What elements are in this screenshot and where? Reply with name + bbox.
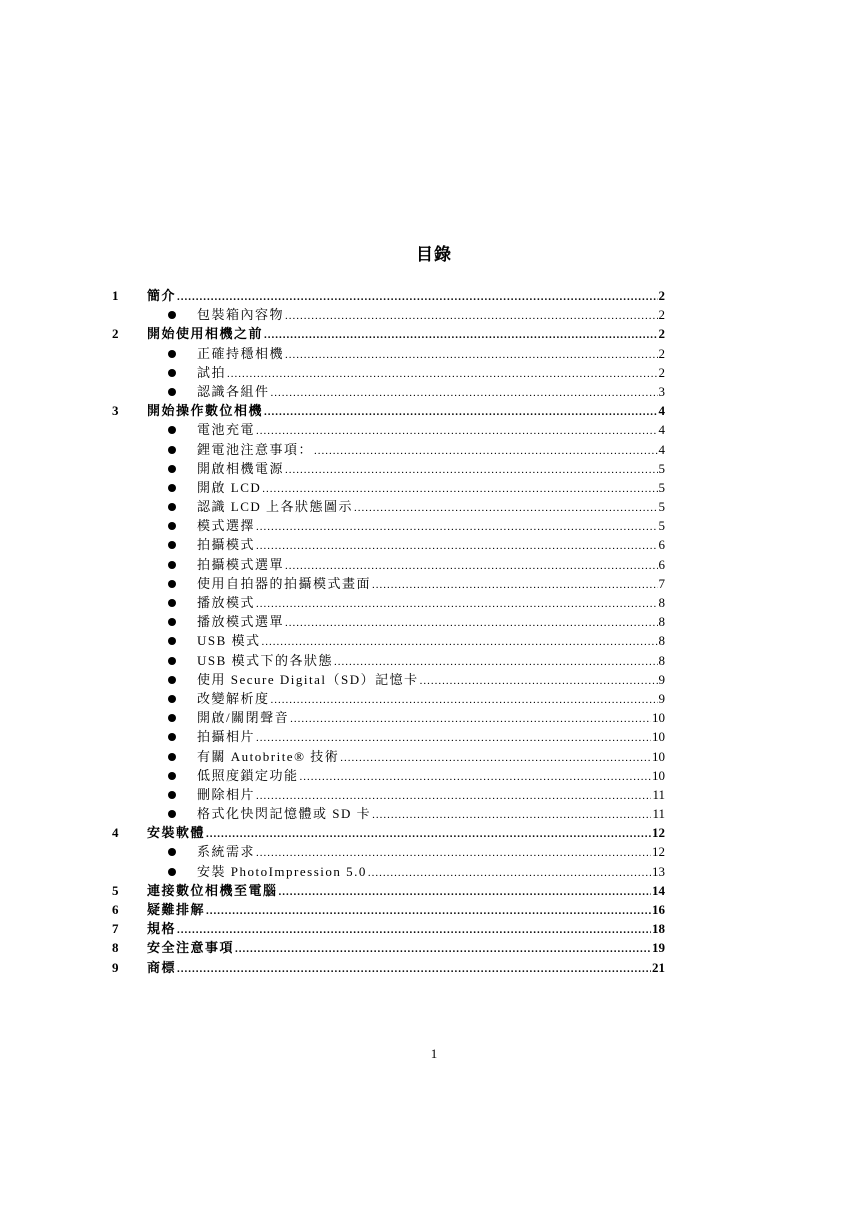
toc-entry-page: 11 <box>652 806 665 822</box>
bullet-icon <box>168 465 176 473</box>
toc-entry-page: 10 <box>652 748 665 764</box>
toc-entry <box>147 919 665 940</box>
toc-entry <box>197 593 665 614</box>
toc-section-row[interactable] <box>112 286 665 305</box>
toc-entry-page: 5 <box>658 479 665 495</box>
toc-entry-label: 包裝箱內容物 <box>197 307 285 323</box>
bullet-icon <box>168 618 176 626</box>
toc-entry-label: 電池充電 <box>197 422 256 438</box>
toc-item-row[interactable] <box>112 459 665 478</box>
toc-item-row[interactable] <box>112 593 665 612</box>
toc-entry-page: 2 <box>658 307 665 323</box>
page-title: 目錄 <box>416 245 452 264</box>
section-number: 7 <box>112 921 119 937</box>
toc-entry-page: 8 <box>658 595 665 610</box>
toc-entry-label: 疑難排解 <box>147 902 206 917</box>
toc-entry-label: 拍攝模式 <box>197 537 256 553</box>
section-number: 5 <box>112 882 119 898</box>
section-number: 8 <box>112 940 119 956</box>
toc-entry <box>197 535 665 556</box>
toc-entry <box>147 881 665 902</box>
toc-entry-page: 5 <box>658 499 665 515</box>
table-of-contents <box>112 286 665 977</box>
bullet-icon <box>168 714 176 722</box>
toc-entry-page: 5 <box>658 460 665 476</box>
toc-entry-label: 模式選擇 <box>197 518 256 534</box>
toc-item-row[interactable] <box>112 785 665 804</box>
section-number: 2 <box>112 326 119 342</box>
toc-section-row[interactable] <box>112 919 665 938</box>
toc-item-row[interactable] <box>112 747 665 766</box>
toc-entry-page: 5 <box>658 518 665 534</box>
toc-item-row[interactable] <box>112 727 665 746</box>
toc-entry-page: 2 <box>658 364 665 380</box>
toc-entry-label: 有關 Autobrite® 技術 <box>197 748 340 764</box>
toc-entry-label: 認識各組件 <box>197 383 270 399</box>
toc-entry-label: 鋰電池注意事項： <box>197 441 314 457</box>
toc-entry-label: 播放模式 <box>197 595 256 610</box>
toc-entry <box>197 631 665 652</box>
toc-entry-label: 開啟/關閉聲音 <box>197 710 290 726</box>
toc-item-row[interactable] <box>112 555 665 574</box>
bullet-icon <box>168 599 176 607</box>
bullet-icon <box>168 369 176 377</box>
toc-entry-label: 使用自拍器的拍攝模式畫面 <box>197 575 372 591</box>
toc-entry <box>197 555 665 576</box>
toc-section-row[interactable] <box>112 881 665 900</box>
toc-item-row[interactable] <box>112 708 665 727</box>
toc-entry <box>197 785 665 806</box>
bullet-icon <box>168 676 176 684</box>
toc-entry-page: 9 <box>658 690 665 706</box>
toc-entry-page: 9 <box>658 671 665 687</box>
toc-entry <box>197 727 665 748</box>
toc-entry-page: 14 <box>652 882 665 898</box>
toc-entry <box>197 689 665 710</box>
toc-entry-label: 播放模式選單 <box>197 614 285 630</box>
toc-entry-page: 10 <box>652 710 665 726</box>
dot-leader <box>177 960 651 979</box>
toc-entry <box>147 900 665 921</box>
toc-entry <box>197 612 665 633</box>
toc-entry-label: 刪除相片 <box>197 786 256 802</box>
toc-entry <box>147 958 665 979</box>
toc-entry-page: 4 <box>658 441 665 457</box>
toc-item-row[interactable] <box>112 612 665 631</box>
toc-entry-page: 2 <box>658 345 665 361</box>
toc-entry-label: USB 模式 <box>197 633 261 649</box>
section-number: 1 <box>112 288 119 303</box>
bullet-icon <box>168 503 176 511</box>
bullet-icon <box>168 637 176 645</box>
toc-item-row[interactable] <box>112 305 665 324</box>
toc-entry-page: 4 <box>658 422 665 438</box>
toc-entry-page: 12 <box>652 844 665 860</box>
bullet-icon <box>168 772 176 780</box>
bullet-icon <box>168 657 176 665</box>
bullet-icon <box>168 388 176 396</box>
section-number: 3 <box>112 403 119 419</box>
toc-entry-label: 開始操作數位相機 <box>147 403 264 419</box>
toc-entry-label: 安裝軟體 <box>147 825 206 841</box>
toc-entry-label: 系統需求 <box>197 844 256 860</box>
toc-entry-page: 2 <box>658 288 665 303</box>
toc-entry-label: 規格 <box>147 921 177 937</box>
toc-entry <box>147 401 665 422</box>
page-number: 1 <box>430 1046 438 1061</box>
toc-section-row[interactable] <box>112 823 665 842</box>
toc-entry-page: 10 <box>652 767 665 783</box>
toc-entry-label: 安全注意事項 <box>147 940 235 956</box>
toc-item-row[interactable] <box>112 478 665 497</box>
toc-entry-label: 連接數位相機至電腦 <box>147 882 278 898</box>
toc-entry-page: 2 <box>658 326 665 342</box>
toc-section-row[interactable] <box>112 324 665 343</box>
toc-entry-page: 8 <box>658 633 665 649</box>
bullet-icon <box>168 810 176 818</box>
toc-entry <box>197 842 665 863</box>
section-number: 9 <box>112 959 119 975</box>
bullet-icon <box>168 541 176 549</box>
toc-entry-label: 商標 <box>147 959 177 975</box>
toc-entry <box>197 574 665 595</box>
toc-item-row[interactable] <box>112 670 665 689</box>
toc-item-row[interactable] <box>112 440 665 459</box>
toc-item-row[interactable] <box>112 804 665 823</box>
toc-entry <box>197 516 665 537</box>
section-number: 4 <box>112 825 119 841</box>
toc-entry <box>197 440 665 461</box>
toc-entry-page: 19 <box>652 940 665 956</box>
toc-entry-page: 13 <box>652 863 665 879</box>
toc-entry-page: 8 <box>658 614 665 630</box>
toc-entry <box>197 459 665 480</box>
toc-entry-label: 拍攝模式選單 <box>197 556 285 572</box>
bullet-icon <box>168 311 176 319</box>
toc-entry <box>197 305 665 326</box>
toc-section-row[interactable] <box>112 938 665 957</box>
toc-entry <box>197 344 665 365</box>
toc-entry-page: 8 <box>658 652 665 668</box>
bullet-icon <box>168 733 176 741</box>
toc-entry <box>147 823 665 844</box>
toc-entry-label: 簡介 <box>147 288 177 303</box>
toc-entry <box>197 420 665 441</box>
toc-section-row[interactable] <box>112 900 665 919</box>
toc-entry <box>197 747 665 768</box>
toc-item-row[interactable] <box>112 631 665 650</box>
toc-entry <box>197 497 665 518</box>
toc-entry <box>147 938 665 959</box>
toc-entry-page: 21 <box>652 959 665 975</box>
bullet-icon <box>168 791 176 799</box>
bullet-icon <box>168 426 176 434</box>
toc-entry-label: 開始使用相機之前 <box>147 326 264 342</box>
toc-entry <box>197 670 665 691</box>
toc-entry-page: 10 <box>652 729 665 745</box>
toc-entry-label: 安裝 PhotoImpression 5.0 <box>197 863 367 879</box>
toc-entry-label: 改變解析度 <box>197 690 270 706</box>
toc-entry-page: 4 <box>658 403 665 419</box>
toc-section-row[interactable] <box>112 401 665 420</box>
toc-entry <box>197 478 665 499</box>
bullet-icon <box>168 350 176 358</box>
toc-entry <box>197 708 665 729</box>
toc-entry <box>197 651 665 672</box>
toc-item-row[interactable] <box>112 651 665 670</box>
toc-entry <box>197 804 665 825</box>
toc-item-row[interactable] <box>112 574 665 593</box>
toc-entry <box>197 766 665 787</box>
toc-section-row[interactable] <box>112 958 665 977</box>
toc-entry-label: 開啟 LCD <box>197 479 262 495</box>
bullet-icon <box>168 484 176 492</box>
toc-entry-label: USB 模式下的各狀態 <box>197 652 334 668</box>
toc-entry <box>147 286 665 307</box>
toc-item-row[interactable] <box>112 689 665 708</box>
bullet-icon <box>168 580 176 588</box>
bullet-icon <box>168 446 176 454</box>
toc-entry-label: 正確持穩相機 <box>197 345 285 361</box>
bullet-icon <box>168 848 176 856</box>
toc-entry-page: 11 <box>652 786 665 802</box>
toc-entry <box>197 363 665 384</box>
toc-entry-label: 認識 LCD 上各狀態圖示 <box>197 499 354 515</box>
section-number: 6 <box>112 902 119 917</box>
toc-entry <box>197 862 665 883</box>
toc-item-row[interactable] <box>112 516 665 535</box>
toc-item-row[interactable] <box>112 382 665 401</box>
toc-entry-label: 開啟相機電源 <box>197 460 285 476</box>
toc-entry <box>147 324 665 345</box>
toc-entry-page: 6 <box>658 537 665 553</box>
toc-entry-label: 試拍 <box>197 364 227 380</box>
toc-item-row[interactable] <box>112 862 665 881</box>
toc-entry-page: 12 <box>652 825 665 841</box>
toc-item-row[interactable] <box>112 766 665 785</box>
bullet-icon <box>168 695 176 703</box>
toc-item-row[interactable] <box>112 344 665 363</box>
toc-entry-page: 6 <box>658 556 665 572</box>
toc-entry <box>197 382 665 403</box>
toc-entry-label: 使用 Secure Digital（SD）記憶卡 <box>197 671 419 687</box>
toc-entry-page: 3 <box>658 383 665 399</box>
toc-item-row[interactable] <box>112 842 665 861</box>
toc-item-row[interactable] <box>112 535 665 554</box>
toc-item-row[interactable] <box>112 363 665 382</box>
bullet-icon <box>168 561 176 569</box>
bullet-icon <box>168 753 176 761</box>
toc-entry-label: 格式化快閃記憶體或 SD 卡 <box>197 806 372 822</box>
toc-entry-label: 拍攝相片 <box>197 729 256 745</box>
toc-item-row[interactable] <box>112 497 665 516</box>
toc-entry-page: 18 <box>652 921 665 937</box>
toc-entry-page: 16 <box>652 902 665 917</box>
bullet-icon <box>168 522 176 530</box>
toc-item-row[interactable] <box>112 420 665 439</box>
toc-entry-label: 低照度鎖定功能 <box>197 767 299 783</box>
bullet-icon <box>168 868 176 876</box>
toc-entry-page: 7 <box>658 575 665 591</box>
